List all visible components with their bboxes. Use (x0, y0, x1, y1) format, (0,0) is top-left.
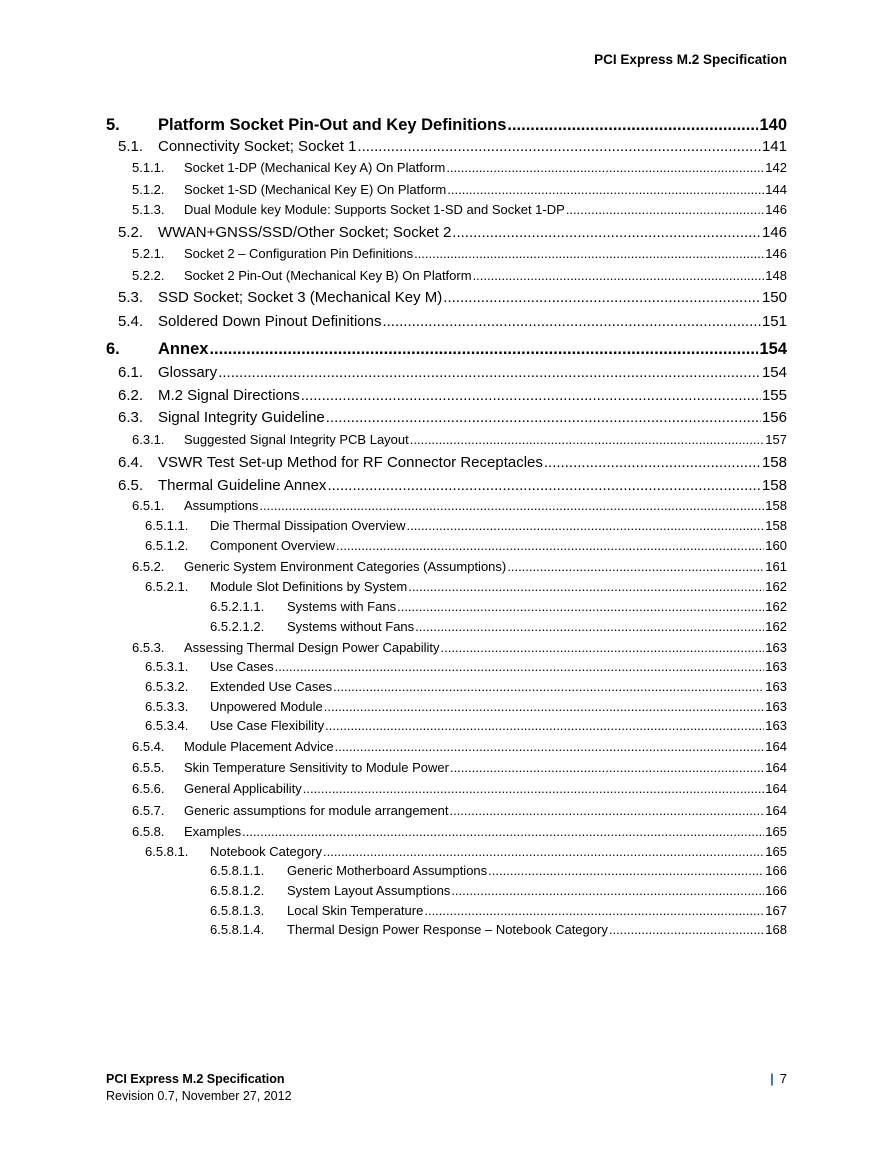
toc-leader-dots (218, 364, 761, 381)
toc-entry[interactable] (118, 454, 787, 471)
toc-entry-page[interactable]: 158 (765, 498, 787, 513)
toc-leader-dots (259, 498, 764, 513)
toc-leader-dots (335, 739, 765, 754)
toc-entry-page[interactable]: 163 (765, 659, 787, 674)
toc-leader-dots (410, 432, 765, 447)
toc-entry[interactable] (145, 579, 787, 594)
toc-leader-dots (566, 202, 764, 217)
toc-entry[interactable] (132, 498, 787, 513)
toc-entry-title[interactable]: Use Cases (210, 659, 274, 674)
toc-entry-page[interactable]: 163 (765, 699, 787, 714)
toc-entry-number: 6.5.5. (132, 760, 165, 775)
toc-entry-number: 5.3. (118, 289, 144, 306)
toc-leader-dots (242, 824, 764, 839)
toc-entry-number: 6.5.1. (132, 498, 165, 513)
toc-entry-page[interactable]: 158 (761, 454, 787, 471)
toc-entry-number: 5.2.1. (132, 246, 165, 261)
toc-entry-number: 6.5.1.2. (145, 538, 189, 553)
toc-leader-dots (325, 718, 764, 733)
toc-entry-title[interactable]: Annex (158, 340, 209, 358)
toc-entry-page[interactable]: 164 (765, 760, 787, 775)
toc-entry-title[interactable]: Generic System Environment Categories (Assumptions) (184, 559, 507, 574)
toc-entry-number: 6.5.2.1. (145, 579, 189, 594)
toc-entry-page[interactable]: 162 (765, 599, 787, 614)
toc-entry-title[interactable]: Thermal Guideline Annex (158, 477, 327, 494)
toc-entry-page[interactable]: 165 (765, 844, 787, 859)
toc-entry[interactable] (145, 679, 787, 694)
toc-entry-title[interactable]: Component Overview (210, 538, 335, 553)
toc-entry[interactable] (118, 387, 787, 404)
toc-entry-number: 6.5. (118, 477, 144, 494)
toc-entry-number: 5.1.2. (132, 182, 165, 197)
toc-entry-title[interactable]: VSWR Test Set-up Method for RF Connector Receptacles (158, 454, 543, 471)
toc-entry-title[interactable]: M.2 Signal Directions (158, 387, 300, 404)
toc-entry[interactable] (210, 863, 787, 878)
toc-entry-number: 5. (106, 116, 120, 134)
toc-leader-dots (507, 559, 764, 574)
toc-leader-dots (323, 844, 764, 859)
toc-entry-title[interactable]: General Applicability (184, 781, 302, 796)
toc-entry-number: 6.5.7. (132, 803, 165, 818)
toc-entry-title[interactable]: Assessing Thermal Design Power Capability (184, 640, 440, 655)
toc-leader-dots (452, 224, 761, 241)
toc-entry-number: 6.5.8.1. (145, 844, 189, 859)
toc-leader-dots (327, 477, 761, 494)
toc-entry-page[interactable]: 163 (765, 718, 787, 733)
toc-leader-dots (450, 760, 764, 775)
toc-entry-title[interactable]: System Layout Assumptions (287, 883, 451, 898)
toc-entry-page[interactable]: 162 (765, 579, 787, 594)
toc-entry-number: 6.5.3.4. (145, 718, 189, 733)
toc-entry[interactable] (106, 116, 787, 135)
toc-entry[interactable] (132, 559, 787, 574)
toc-entry[interactable] (145, 538, 787, 553)
toc-entry-title[interactable]: Thermal Design Power Response – Notebook Category (287, 922, 608, 937)
toc-entry-title[interactable]: Module Slot Definitions by System (210, 579, 408, 594)
footer-left (106, 1071, 292, 1105)
toc-entry-page[interactable]: 165 (765, 824, 787, 839)
toc-entry[interactable] (132, 160, 787, 175)
toc-entry[interactable] (118, 477, 787, 494)
toc-entry-page[interactable]: 164 (765, 739, 787, 754)
toc-leader-dots (303, 781, 765, 796)
toc-entry-number: 6.5.3.3. (145, 699, 189, 714)
toc-entry-page[interactable]: 157 (765, 432, 787, 447)
toc-entry-title[interactable]: Connectivity Socket; Socket 1 (158, 138, 357, 155)
toc-entry-number: 6. (106, 340, 120, 358)
toc-entry[interactable] (145, 518, 787, 533)
toc-entry[interactable] (145, 718, 787, 733)
toc-entry-page[interactable]: 163 (765, 640, 787, 655)
toc-entry-page[interactable]: 154 (761, 364, 787, 381)
toc-entry-number: 6.4. (118, 454, 144, 471)
toc-leader-dots (326, 409, 761, 426)
toc-entry-number: 6.5.2. (132, 559, 165, 574)
toc-entry-number: 6.1. (118, 364, 144, 381)
toc-entry-page[interactable]: 166 (765, 883, 787, 898)
toc-entry-page[interactable]: 168 (765, 922, 787, 937)
toc-entry-number: 6.5.8.1.4. (210, 922, 265, 937)
toc-entry[interactable] (210, 599, 787, 614)
toc-entry[interactable] (118, 289, 787, 306)
toc-entry[interactable] (132, 202, 787, 217)
toc-entry-title[interactable]: Generic Motherboard Assumptions (287, 863, 488, 878)
footer-page-number: 7 (779, 1071, 787, 1086)
toc-entry[interactable] (132, 640, 787, 655)
toc-entry-page[interactable]: 141 (761, 138, 787, 155)
toc-leader-dots (209, 340, 758, 359)
toc-entry-number: 6.5.8.1.2. (210, 883, 265, 898)
toc-entry-title[interactable]: WWAN+GNSS/SSD/Other Socket; Socket 2 (158, 224, 452, 241)
toc-entry-title[interactable]: Generic assumptions for module arrangement (184, 803, 449, 818)
toc-entry-title[interactable]: Socket 2 – Configuration Pin Definitions (184, 246, 414, 261)
toc-entry-title[interactable]: Notebook Category (210, 844, 323, 859)
toc-entry-number: 6.3. (118, 409, 144, 426)
toc-entry-title[interactable]: Dual Module key Module: Supports Socket 1-SD and Socket 1-DP (184, 202, 565, 217)
toc-entry[interactable] (132, 824, 787, 839)
toc-entry-number: 5.4. (118, 313, 144, 330)
toc-entry-title[interactable]: Soldered Down Pinout Definitions (158, 313, 382, 330)
toc-entry-number: 5.1.1. (132, 160, 165, 175)
footer-separator: | (770, 1071, 774, 1086)
toc-entry-title[interactable]: Unpowered Module (210, 699, 323, 714)
toc-entry-number: 6.5.3.2. (145, 679, 189, 694)
toc-entry-title[interactable]: Signal Integrity Guideline (158, 409, 325, 426)
toc-entry[interactable] (210, 619, 787, 634)
toc-leader-dots (382, 313, 761, 330)
toc-entry-page[interactable]: 140 (759, 116, 787, 134)
toc-leader-dots (333, 679, 764, 694)
toc-entry-title[interactable]: SSD Socket; Socket 3 (Mechanical Key M) (158, 289, 443, 306)
toc-entry-number: 5.1. (118, 138, 144, 155)
toc-entry-number: 6.5.2.1.1. (210, 599, 265, 614)
toc-entry-number: 6.5.6. (132, 781, 165, 796)
toc-entry-title[interactable]: Platform Socket Pin-Out and Key Definitions (158, 116, 507, 134)
toc-entry-title[interactable]: Module Placement Advice (184, 739, 334, 754)
toc-entry[interactable] (132, 781, 787, 796)
toc-entry-title[interactable]: Local Skin Temperature (287, 903, 424, 918)
toc-leader-dots (336, 538, 764, 553)
toc-entry-number: 6.5.3.1. (145, 659, 189, 674)
toc-entry-page[interactable]: 150 (761, 289, 787, 306)
toc-entry-number: 5.1.3. (132, 202, 165, 217)
toc-entry[interactable] (118, 224, 787, 241)
toc-entry[interactable] (132, 182, 787, 197)
toc-entry-title[interactable]: Die Thermal Dissipation Overview (210, 518, 406, 533)
toc-entry-number: 6.5.8.1.3. (210, 903, 265, 918)
toc-leader-dots (408, 579, 764, 594)
toc-leader-dots (446, 160, 764, 175)
toc-entry[interactable] (132, 803, 787, 818)
toc-entry-page[interactable]: 158 (761, 477, 787, 494)
toc-entry[interactable] (118, 313, 787, 330)
toc-leader-dots (609, 922, 764, 937)
toc-entry-number: 5.2. (118, 224, 144, 241)
toc-entry-title[interactable]: Assumptions (184, 498, 259, 513)
toc-entry-title[interactable]: Skin Temperature Sensitivity to Module Power (184, 760, 449, 775)
toc-entry-page[interactable]: 148 (765, 268, 787, 283)
toc-leader-dots (275, 659, 765, 674)
toc-entry-page[interactable]: 166 (765, 863, 787, 878)
toc-entry[interactable] (132, 268, 787, 283)
toc-entry-page[interactable]: 146 (765, 246, 787, 261)
toc-entry[interactable] (210, 903, 787, 918)
toc-entry-title[interactable]: Socket 1-DP (Mechanical Key A) On Platform (184, 160, 446, 175)
toc-leader-dots (324, 699, 765, 714)
toc-entry-number: 6.5.3. (132, 640, 165, 655)
toc-entry-number: 5.2.2. (132, 268, 165, 283)
toc-entry[interactable] (132, 760, 787, 775)
toc-entry-title[interactable]: Use Case Flexibility (210, 718, 325, 733)
toc-entry-page[interactable]: 164 (765, 781, 787, 796)
toc-leader-dots (397, 599, 764, 614)
toc-entry-page[interactable]: 160 (765, 538, 787, 553)
toc-entry-title[interactable]: Socket 1-SD (Mechanical Key E) On Platform (184, 182, 447, 197)
toc-entry[interactable] (118, 138, 787, 155)
toc-entry[interactable] (132, 739, 787, 754)
toc-entry-page[interactable]: 142 (765, 160, 787, 175)
toc-leader-dots (414, 246, 764, 261)
footer-right (770, 1071, 787, 1086)
toc-entry-number: 6.5.8.1.1. (210, 863, 265, 878)
toc-entry-title[interactable]: Systems without Fans (287, 619, 415, 634)
toc-entry[interactable] (118, 409, 787, 426)
toc-entry-page[interactable]: 154 (759, 340, 787, 358)
toc-entry-page[interactable]: 144 (765, 182, 787, 197)
toc-entry-page[interactable]: 162 (765, 619, 787, 634)
toc-leader-dots (451, 883, 764, 898)
toc-entry-page[interactable]: 146 (761, 224, 787, 241)
toc-leader-dots (407, 518, 765, 533)
toc-entry-page[interactable]: 164 (765, 803, 787, 818)
toc-leader-dots (507, 116, 758, 135)
toc-entry-number: 6.5.4. (132, 739, 165, 754)
toc-entry-title[interactable]: Glossary (158, 364, 218, 381)
toc-entry[interactable] (132, 432, 787, 447)
toc-leader-dots (449, 803, 764, 818)
footer-revision: Revision 0.7, November 27, 2012 (106, 1089, 292, 1103)
toc-leader-dots (473, 268, 765, 283)
toc-entry-page[interactable]: 155 (761, 387, 787, 404)
toc-entry-title[interactable]: Systems with Fans (287, 599, 397, 614)
toc-entry-number: 6.5.8. (132, 824, 165, 839)
toc-entry-page[interactable]: 146 (765, 202, 787, 217)
toc-entry[interactable] (145, 699, 787, 714)
toc-entry-number: 6.5.2.1.2. (210, 619, 265, 634)
toc-leader-dots (544, 454, 761, 471)
toc-entry[interactable] (210, 922, 787, 937)
toc-entry-title[interactable]: Extended Use Cases (210, 679, 333, 694)
toc-entry-page[interactable]: 156 (761, 409, 787, 426)
footer-title: PCI Express M.2 Specification (106, 1072, 285, 1086)
toc-entry-page[interactable]: 163 (765, 679, 787, 694)
toc-entry-title[interactable]: Examples (184, 824, 242, 839)
toc-entry[interactable] (145, 844, 787, 859)
toc-entry-page[interactable]: 158 (765, 518, 787, 533)
toc-leader-dots (441, 640, 765, 655)
toc-leader-dots (488, 863, 764, 878)
toc-entry-page[interactable]: 167 (765, 903, 787, 918)
toc-entry-title[interactable]: Suggested Signal Integrity PCB Layout (184, 432, 409, 447)
toc-entry-number: 6.3.1. (132, 432, 165, 447)
toc-leader-dots (424, 903, 764, 918)
toc-entry-number: 6.5.1.1. (145, 518, 189, 533)
toc-leader-dots (415, 619, 764, 634)
toc-entry-title[interactable]: Socket 2 Pin-Out (Mechanical Key B) On Platform (184, 268, 472, 283)
toc-leader-dots (443, 289, 761, 306)
toc-leader-dots (447, 182, 764, 197)
toc-entry[interactable] (106, 340, 787, 359)
toc-leader-dots (357, 138, 761, 155)
toc-entry[interactable] (132, 246, 787, 261)
toc-entry-number: 6.2. (118, 387, 144, 404)
toc-entry[interactable] (145, 659, 787, 674)
toc-entry[interactable] (118, 364, 787, 381)
toc-entry-page[interactable]: 151 (761, 313, 787, 330)
toc-leader-dots (301, 387, 761, 404)
toc-entry[interactable] (210, 883, 787, 898)
running-header: PCI Express M.2 Specification (594, 52, 787, 67)
toc-entry-page[interactable]: 161 (765, 559, 787, 574)
